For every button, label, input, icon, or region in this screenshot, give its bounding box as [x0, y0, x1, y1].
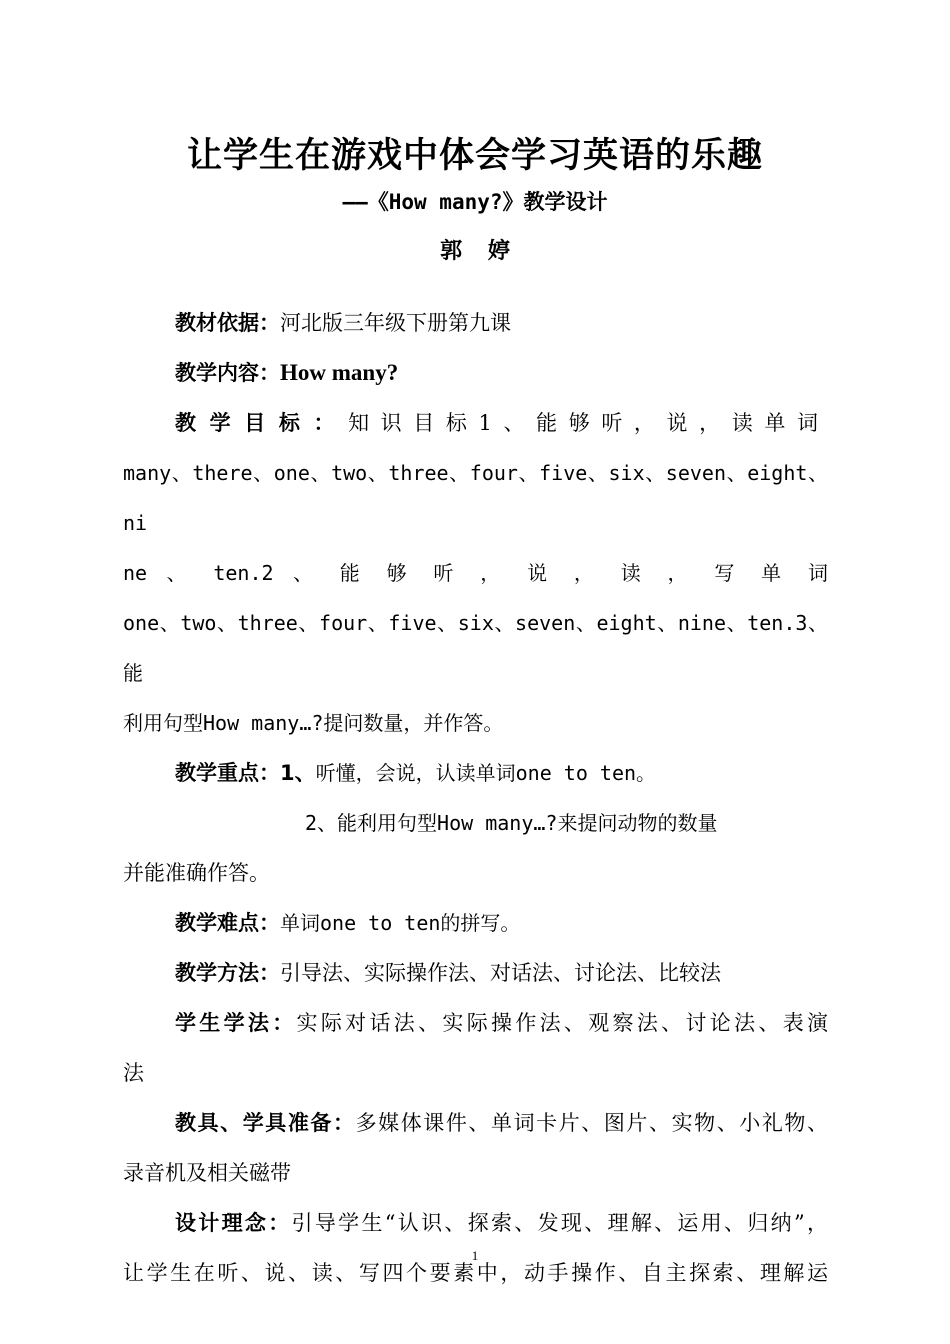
difficulty-label: 教学难点：	[175, 911, 280, 935]
goals-line-4: one、two、three、four、five、six、seven、eight、nine、ten.3、能	[123, 611, 828, 685]
goals-line-5: 利用句型How many…?提问数量，并作答。	[123, 711, 504, 735]
tools-line-2: 录音机及相关磁带	[123, 1161, 291, 1185]
key-points-line-3: 并能准确作答。	[123, 861, 270, 885]
goals-line-2: many、there、one、two、three、four、five、six、seven、eight、ni	[123, 461, 828, 535]
concept-line-2: 让学生在听、说、读、写四个要素中，动手操作、自主探索、理解运	[123, 1261, 828, 1285]
key-points-paragraph	[123, 748, 828, 798]
document-subtitle: ——《How many?》教学设计	[342, 190, 608, 214]
document-body	[123, 298, 828, 1298]
concept-text-1: 引导学生“认识、探索、发现、理解、运用、归纳”，	[291, 1211, 828, 1235]
goals-line-1	[123, 398, 828, 448]
difficulty-text: 单词one to ten的拼写。	[280, 911, 521, 935]
basis-label: 教材依据：	[175, 311, 280, 335]
content-label: 教学内容：	[175, 361, 280, 385]
goals-text-1: 知识目标1、能够听，说，读单词	[348, 411, 828, 435]
basis-text: 河北版三年级下册第九课	[280, 311, 511, 335]
tools-text-1: 多媒体课件、单词卡片、图片、实物、小礼物、	[355, 1111, 829, 1135]
tools-label: 教具、学具准备：	[175, 1111, 356, 1135]
content-text: How many?	[280, 360, 399, 385]
content-paragraph	[123, 348, 828, 398]
goals-line-3: ne 、 ten.2 、 能 够 听 ， 说 ， 读 ， 写 单 词	[123, 561, 828, 585]
goals-label: 教学目标：	[175, 411, 349, 435]
study-method-label: 学生学法：	[175, 1011, 297, 1035]
method-label: 教学方法：	[175, 961, 280, 985]
study-method-text-1: 实际对话法、实际操作法、观察法、讨论法、表演	[296, 1011, 829, 1035]
concept-label: 设计理念：	[175, 1211, 292, 1235]
key-points-text-1: 听懂，会说，认读单词one to ten。	[315, 761, 657, 785]
page-number: 1	[471, 1248, 479, 1263]
study-method-line-1	[123, 998, 828, 1048]
method-paragraph	[123, 948, 828, 998]
document-title: 让学生在游戏中体会学习英语的乐趣	[186, 136, 763, 176]
concept-line-1	[123, 1198, 828, 1248]
basis-paragraph	[123, 298, 828, 348]
author-name: 郭 婷	[440, 239, 510, 264]
key-points-line-2: 2、能利用句型How many…?来提问动物的数量	[305, 811, 718, 835]
method-text: 引导法、实际操作法、对话法、讨论法、比较法	[280, 961, 721, 985]
difficulty-paragraph	[123, 898, 828, 948]
tools-line-1	[123, 1098, 828, 1148]
key-points-label: 教学重点：1、	[175, 761, 316, 785]
study-method-line-2: 法	[123, 1061, 144, 1085]
